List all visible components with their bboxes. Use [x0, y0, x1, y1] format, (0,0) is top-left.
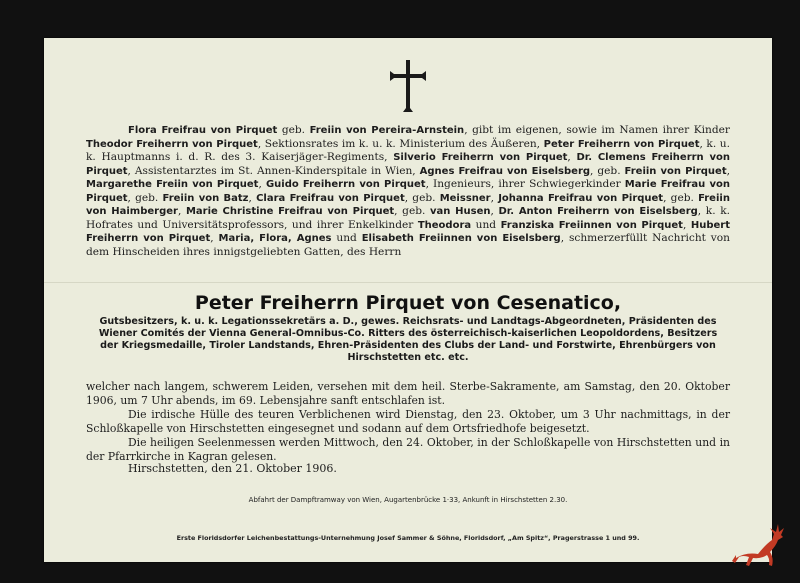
intro-name: Meissner: [439, 192, 491, 204]
intro-text: ,: [490, 205, 499, 217]
intro-name: Theodora: [417, 219, 472, 231]
death-paragraph: welcher nach langem, schwerem Leiden, versehen mit dem heil. Sterbe-Sakramente, am Samstag, den 20. Oktober 1906, um 7 Uhr abends, im 69. Lebensjahre sanft entschlafen ist.: [86, 380, 730, 407]
intro-name: Maria, Flora, Agnes: [218, 233, 332, 244]
deceased-name: Peter Freiherrn Pirquet von Cesenatico,: [194, 292, 622, 314]
intro-text: ,: [210, 232, 219, 244]
intro-name: Silverio Freiherrn von Pirquet: [393, 152, 568, 163]
intro-name: Franziska Freiinnen von Pirquet: [500, 219, 683, 231]
intro-text: , Assistentarztes im St. Annen-Kinderspitale in Wien,: [127, 164, 420, 177]
intro-text: ,: [726, 164, 730, 177]
intro-text: ,: [248, 191, 257, 204]
intro-name: van Husen: [430, 206, 491, 217]
intro-text: ,: [258, 178, 266, 190]
intro-text: und: [331, 232, 362, 244]
intro-name: Margarethe Freiin von Pirquet: [86, 179, 259, 190]
deceased-titles: Gutsbesitzers, k. u. k. Legationssekretärs a. D., gewes. Reichsrats- und Landtags-Abgeordneten, Präsidenten des Wiener Comités der Vienna General-Omnibus-Co. Ritters des österreichisch-kaiserlichen Leopoldordens, Besitzers der Kriegsmedaille, Tiroler Landstands, Ehren-Präsidenten des Clubs der Land- und Forstwirte, Ehrenbürgers von Hirschstetten etc. etc.: [98, 316, 718, 363]
intro-text: , geb.: [663, 191, 699, 204]
intro-name: Peter Freiherrn von Pirquet: [543, 138, 700, 150]
intro-name: Marie Freifrau von Pirquet: [86, 179, 731, 204]
intro-text: ,: [682, 218, 691, 231]
intro-text: ,: [567, 151, 577, 163]
intro-text: , Ingenieurs, ihrer Schwiegerkinder: [425, 178, 625, 190]
intro-text: , geb.: [404, 191, 440, 204]
intro-text: , schmerzerfüllt Nachricht von dem Hinscheiden ihres innigstgeliebten Gatten, des Herrn: [86, 232, 730, 258]
intro-name: Freiin von Pirquet: [624, 165, 727, 177]
place-date: Hirschstetten, den 21. Oktober 1906.: [128, 462, 337, 475]
announcement-intro: [86, 124, 730, 259]
death-notice-paper: [44, 38, 772, 562]
intro-name: Johanna Freifrau von Pirquet: [498, 192, 664, 204]
intro-name: Freiin von Batz: [162, 192, 249, 204]
mass-paragraph: Die heiligen Seelenmessen werden Mittwoch, den 24. Oktober, in der Schloßkapelle von Hirschstetten und in der Pfarrkirche in Kagran gelesen.: [86, 436, 730, 463]
intro-text: , geb.: [127, 191, 163, 204]
intro-name: Flora Freifrau von Pirquet: [128, 125, 278, 136]
intro-text: , geb.: [394, 205, 430, 217]
intro-text: , k. k. Hofrates und Universitätsprofessors, und ihrer Enkelkinder: [86, 205, 730, 231]
intro-name: Marie Christine Freifrau von Pirquet: [185, 206, 395, 217]
intro-name: Freiin von Haimberger: [86, 192, 730, 217]
intro-name: Freiin von Pereira-Arnstein: [309, 125, 465, 136]
intro-name: Elisabeth Freiinnen von Eiselsberg: [361, 233, 561, 244]
intro-name: Hubert Freiherrn von Pirquet: [86, 219, 730, 244]
intro-name: Theodor Freiherrn von Pirquet: [86, 138, 258, 150]
intro-name: Dr. Clemens Freiherrn von Pirquet: [86, 152, 730, 177]
intro-text: , gibt im eigenen, sowie im Namen ihrer Kinder: [464, 124, 730, 136]
paper-fold-line: [44, 282, 772, 283]
printer-imprint: Erste Floridsdorfer Leichenbestattungs-Unternehmung Josef Sammer & Söhne, Floridsdorf, „Am Spitz“, Pragerstrasse 1 und 99.: [176, 534, 640, 542]
intro-text: ,: [177, 205, 186, 217]
intro-text: , Sektionsrates im k. u. k. Ministerium des Äußeren,: [257, 137, 544, 150]
intro-name: Guido Freiherrn von Pirquet: [265, 179, 426, 190]
burial-paragraph: Die irdische Hülle des teuren Verblichenen wird Dienstag, den 23. Oktober, um 3 Uhr nachmittags, in der Schloßkapelle von Hirschstetten eingesegnet und sodann auf dem Ortsfriedhofe beigesetzt.: [86, 408, 730, 435]
intro-name: Dr. Anton Freiherrn von Eiselsberg: [498, 206, 698, 217]
intro-text: , geb.: [590, 164, 625, 177]
intro-text: geb.: [277, 124, 310, 136]
intro-text: und: [471, 218, 501, 231]
cross-icon: [388, 58, 428, 116]
intro-text: , k. u. k. Hauptmanns i. d. R. des 3. Kaiserjäger-Regiments,: [86, 137, 730, 163]
intro-name: Clara Freifrau von Pirquet: [256, 192, 405, 204]
announcement-body: [86, 380, 730, 464]
tram-note: Abfahrt der Dampftramway von Wien, Augartenbrücke 1·33, Ankunft in Hirschstetten 2.30.: [248, 496, 568, 504]
intro-name: Agnes Freifrau von Eiselsberg: [419, 165, 591, 177]
stag-logo-icon: [728, 518, 788, 574]
intro-text: ,: [490, 191, 499, 204]
